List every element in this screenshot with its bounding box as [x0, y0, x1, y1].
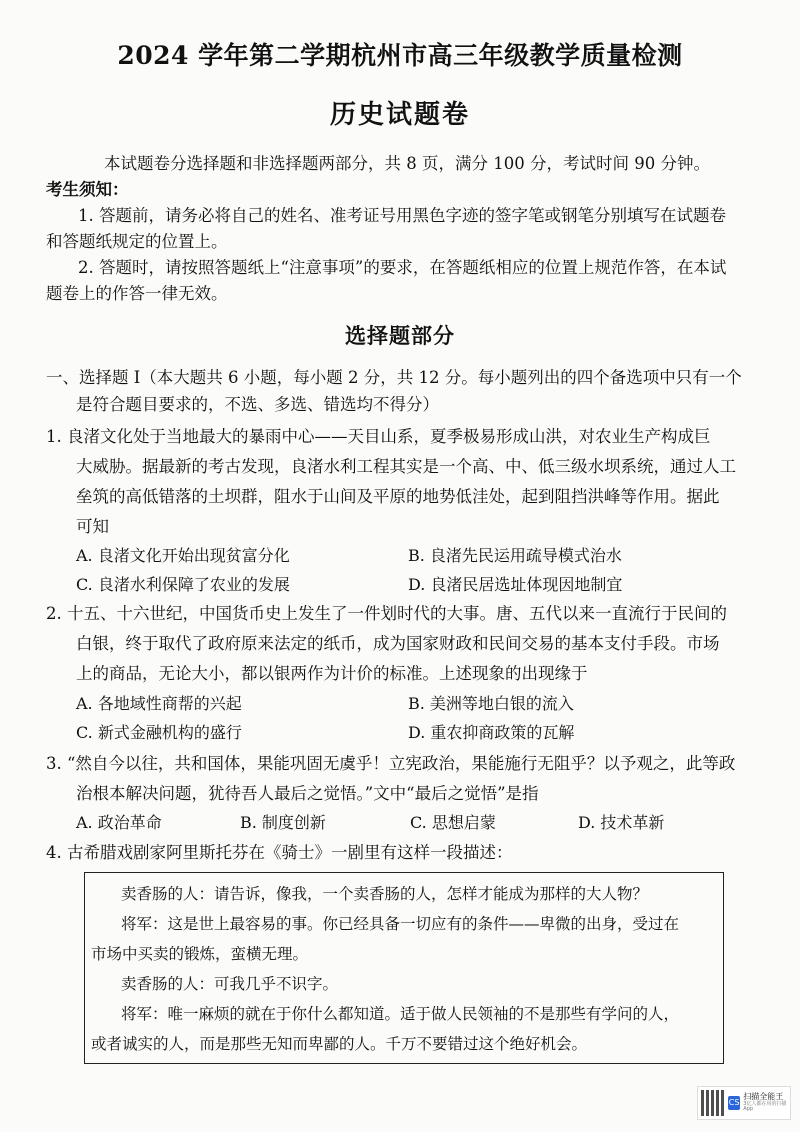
- q3-option-b[interactable]: B. 制度创新: [240, 813, 326, 832]
- q1-line-1: 1. 良渚文化处于当地最大的暴雨中心——天目山系，夏季极易形成山洪，对农业生产构成巨: [46, 427, 711, 446]
- q4-quote-line-6: 或者诚实的人，而是那些无知而卑鄙的人。千万不要错过这个绝好机会。: [91, 1035, 588, 1053]
- q1-option-b[interactable]: B. 良渚先民运用疏导模式治水: [408, 546, 622, 565]
- section-instruction-line-1: 一、选择题 Ⅰ（本大题共 6 小题，每小题 2 分，共 12 分。每小题列出的四个备选项中只有一个: [46, 368, 742, 387]
- camscanner-logo-icon: CS: [728, 1096, 740, 1110]
- q4-quote-line-1: 卖香肠的人：请告诉，像我，一个卖香肠的人，怎样才能成为那样的大人物？: [121, 885, 649, 903]
- watermark-label: 扫描全能王: [743, 1092, 784, 1102]
- q4-quote-box: [84, 872, 724, 1064]
- q2-option-a[interactable]: A. 各地域性商帮的兴起: [76, 694, 242, 713]
- section-title: 选择题部分: [345, 323, 455, 348]
- qr-code-icon: [701, 1090, 724, 1116]
- intro-summary: 本试题卷分选择题和非选择题两部分，共 8 页，满分 100 分，考试时间 90 分钟。: [104, 154, 710, 173]
- q3-line-1: 3. “然自今以往，共和国体，果能巩固无虞乎！立宪政治，果能施行无阻乎？以予观之，此等政: [46, 754, 736, 773]
- q2-line-3: 上的商品，无论大小，都以银两作为计价的标准。上述现象的出现缘于: [76, 664, 588, 683]
- notice-2-line-1: 2. 答题时，请按照答题纸上“注意事项”的要求，在答题纸相应的位置上规范作答，在本试: [78, 258, 727, 277]
- watermark-sub: 3亿人都在用的扫描App: [743, 1100, 787, 1113]
- q4-quote-line-5: 将军：唯一麻烦的就在于你什么都知道。适于做人民领袖的不是那些有学问的人，: [121, 1005, 680, 1023]
- q1-option-d[interactable]: D. 良渚民居选址体现因地制宜: [408, 575, 623, 594]
- notice-1-line-1: 1. 答题前，请务必将自己的姓名、准考证号用黑色字迹的签字笔或钢笔分别填写在试题卷: [78, 206, 726, 225]
- exam-title: 2024 学年第二学期杭州市高三年级教学质量检测: [117, 41, 683, 70]
- q3-option-a[interactable]: A. 政治革命: [76, 813, 162, 832]
- notice-heading: 考生须知：: [46, 180, 129, 199]
- q2-option-b[interactable]: B. 美洲等地白银的流入: [408, 694, 574, 713]
- exam-subtitle: 历史试题卷: [329, 100, 470, 130]
- q3-option-c[interactable]: C. 思想启蒙: [410, 813, 496, 832]
- q3-option-d[interactable]: D. 技术革新: [578, 813, 665, 832]
- q2-line-2: 白银，终于取代了政府原来法定的纸币，成为国家财政和民间交易的基本支付手段。市场: [76, 634, 720, 653]
- q2-option-c[interactable]: C. 新式金融机构的盛行: [76, 723, 242, 742]
- q1-line-3: 垒筑的高低错落的土坝群，阻水于山间及平原的地势低洼处，起到阻挡洪峰等作用。据此: [76, 487, 720, 506]
- section-instruction-line-2: 是符合题目要求的，不选、多选、错选均不得分）: [76, 395, 439, 414]
- q4-quote-line-3: 市场中买卖的锻炼，蛮横无理。: [91, 945, 309, 963]
- q1-line-4: 可知: [76, 517, 109, 536]
- q4-quote-line-4: 卖香肠的人：可我几乎不识字。: [121, 975, 339, 993]
- q2-line-1: 2. 十五、十六世纪，中国货币史上发生了一件划时代的大事。唐、五代以来一直流行于民间的: [46, 604, 727, 623]
- watermark-text: [743, 1093, 790, 1113]
- q4-stem: 4. 古希腊戏剧家阿里斯托芬在《骑士》一剧里有这样一段描述：: [46, 843, 513, 862]
- q3-line-2: 治根本解决问题，犹待吾人最后之觉悟。”文中“最后之觉悟”是指: [76, 784, 539, 803]
- notice-2-line-2: 题卷上的作答一律无效。: [46, 284, 228, 303]
- scanner-watermark: [697, 1086, 791, 1120]
- q1-line-2: 大威胁。据最新的考古发现，良渚水利工程其实是一个高、中、低三级水坝系统，通过人工: [76, 457, 736, 476]
- q2-option-d[interactable]: D. 重农抑商政策的瓦解: [408, 723, 575, 742]
- q1-option-a[interactable]: A. 良渚文化开始出现贫富分化: [76, 546, 290, 565]
- q4-quote-line-2: 将军：这是世上最容易的事。你已经具备一切应有的条件——卑微的出身，受过在: [121, 915, 680, 933]
- notice-1-line-2: 和答题纸规定的位置上。: [46, 232, 228, 251]
- q1-option-c[interactable]: C. 良渚水利保障了农业的发展: [76, 575, 290, 594]
